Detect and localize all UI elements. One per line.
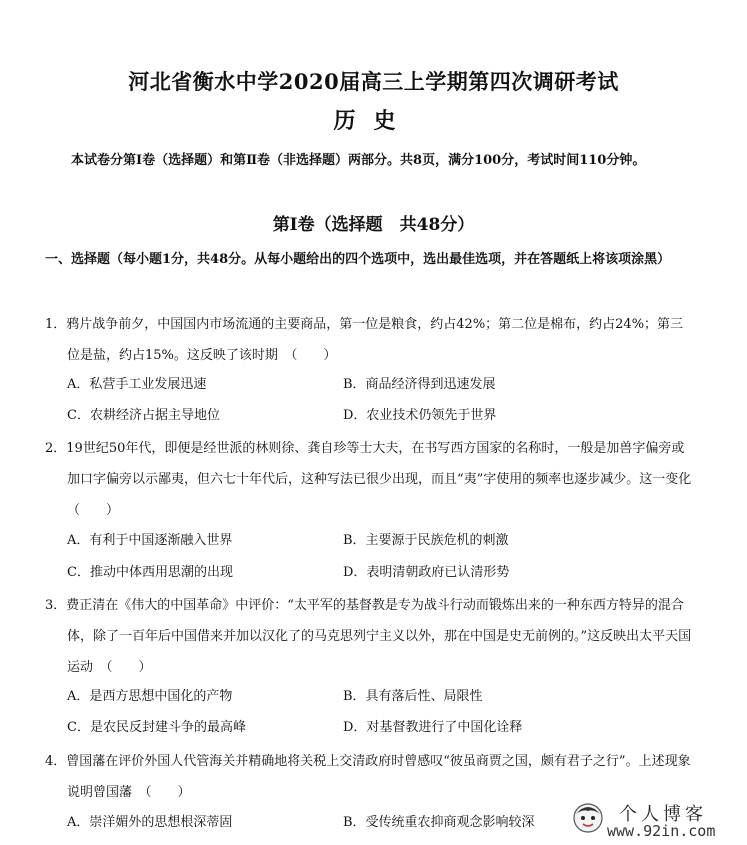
section-heading: 一、选择题（每小题1分，共48分。从每小题给出的四个选项中，选出最佳选项，并在答题纸上将该项涂黑） <box>45 252 671 267</box>
question-3-option-c[interactable]: C．是农民反封建斗争的最高峰 <box>67 720 246 735</box>
question-2-text: 2．19世纪50年代，即便是经世派的林则徐、龚自珍等士大夫，在书写西方国家的名称时，一般是加兽字偏旁或加口字偏旁以示鄙夷，但六七十年代后，这种写法已很少出现，而且“夷”字使用的频率也逐步减少。这一变化 （ ） <box>45 441 705 518</box>
question-2-option-b[interactable]: B．主要源于民族危机的刺激 <box>343 533 509 548</box>
mascot-face-icon <box>571 800 605 834</box>
page-title: 河北省衡水中学2020届高三上学期第四次调研考试 <box>128 69 619 94</box>
part-title: 第Ⅰ卷（选择题 共48分） <box>272 215 475 235</box>
question-1-option-d[interactable]: D．农业技术仍领先于世界 <box>343 408 497 423</box>
question-4-option-b[interactable]: B．受传统重农抑商观念影响较深 <box>343 815 535 830</box>
question-3-option-a[interactable]: A．是西方思想中国化的产物 <box>67 689 233 704</box>
subject-heading: 历史 <box>333 108 414 134</box>
question-2-option-a[interactable]: A．有利于中国逐渐融入世界 <box>67 533 233 548</box>
question-3-option-b[interactable]: B．具有落后性、局限性 <box>343 689 483 704</box>
watermark <box>571 800 741 842</box>
question-1-option-c[interactable]: C．农耕经济占据主导地位 <box>67 408 220 423</box>
exam-intro: 本试卷分第Ⅰ卷（选择题）和第Ⅱ卷（非选择题）两部分。共8页，满分100分，考试时间110分钟。 <box>71 153 646 168</box>
question-1-option-a[interactable]: A．私营手工业发展迅速 <box>67 377 207 392</box>
question-3-text: 3．费正清在《伟大的中国革命》中评价：“太平军的基督教是专为战斗行动而锻炼出来的一种东西方特异的混合体，除了一百年后中国借来并加以汉化了的马克思列宁主义以外，那在中国是史无前例的。”这反映出太平天国运动 （ ） <box>45 598 692 675</box>
watermark-title: 个人博客 <box>619 804 707 825</box>
question-4-option-a[interactable]: A．崇洋媚外的思想根深蒂固 <box>67 815 233 830</box>
question-2-option-d[interactable]: D．表明清朝政府已认清形势 <box>343 565 510 580</box>
question-3-option-d[interactable]: D．对基督教进行了中国化诠释 <box>343 720 523 735</box>
question-4-text: 4．曾国藩在评价外国人代管海关并精确地将关税上交清政府时曾感叹“彼虽商贾之国，颇有君子之行”。上述现象说明曾国藩 （ ） <box>45 754 691 800</box>
question-2-option-c[interactable]: C．推动中体西用思潮的出现 <box>67 565 233 580</box>
question-1-option-b[interactable]: B．商品经济得到迅速发展 <box>343 377 496 392</box>
question-1-text: 1．鸦片战争前夕，中国国内市场流通的主要商品，第一位是粮食，约占42%；第二位是棉布，约占24%；第三位是盐，约占15%。这反映了该时期 （ ） <box>45 317 684 363</box>
watermark-url: www.92in.com <box>607 822 716 840</box>
